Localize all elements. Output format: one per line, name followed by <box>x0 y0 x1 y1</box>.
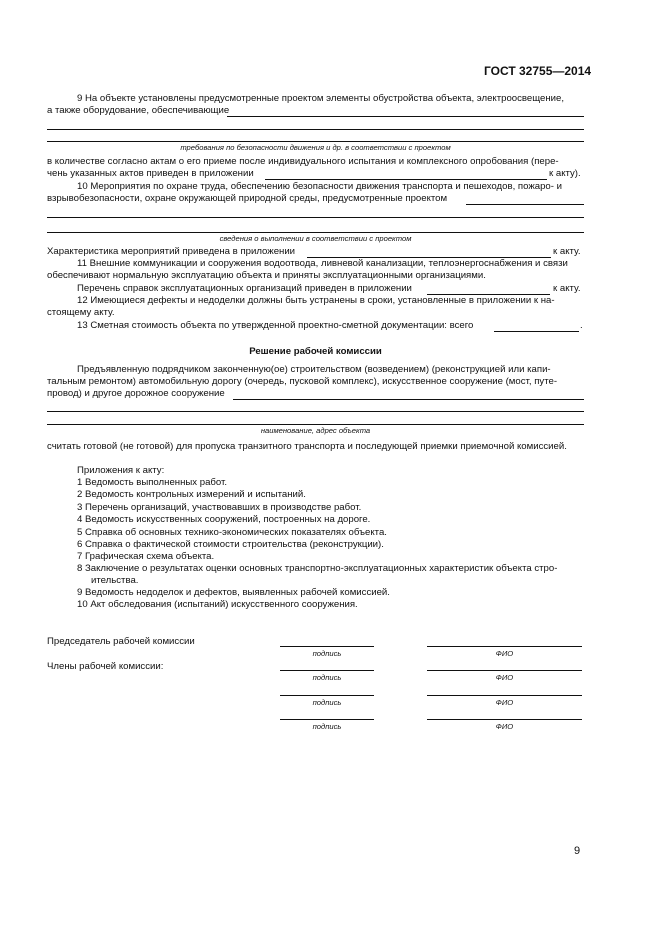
section13-total-blank <box>494 331 579 332</box>
decision-line4: считать готовой (не готовой) для пропуска транзитного транспорта и последующей приемки приемочной комиссией. <box>47 441 567 452</box>
attachment-item: 7 Графическая схема объекта. <box>77 551 215 562</box>
name-line <box>427 670 582 671</box>
attachment-item: 5 Справка об основных технико-экономических показателях объекта. <box>77 527 387 538</box>
decision-title: Решение рабочей комиссии <box>249 346 382 357</box>
attachment-item: 6 Справка о фактической стоимости строительства (реконструкции). <box>77 539 384 550</box>
section11-line2: обеспечивают нормальную эксплуатацию объекта и приняты эксплуатационными организациями. <box>47 270 486 281</box>
section10-fill-line-2 <box>47 217 584 218</box>
name-line <box>427 719 582 720</box>
section9-fill-line-3 <box>47 141 584 142</box>
attachment-item-continuation: ительства. <box>91 575 139 586</box>
signature-line <box>280 695 374 696</box>
section10-line2: взрывобезопасности, охране окружающей природной среды, предусмотренные проектом <box>47 193 448 204</box>
signature-caption: подпись <box>312 722 342 731</box>
decision-line1: Предъявленную подрядчиком законченную(ое) строительством (возведением) (реконструкцией или капи- <box>77 364 551 375</box>
chairman-label: Председатель рабочей комиссии <box>47 636 195 647</box>
page-number: 9 <box>574 845 581 857</box>
section10-caption: сведения о выполнении в соответствии с проектом <box>219 234 412 243</box>
signature-caption: подпись <box>312 698 342 707</box>
name-caption: ФИО <box>495 649 514 658</box>
attachment-item: 3 Перечень организаций, участвовавших в производстве работ. <box>77 502 362 513</box>
attachment-item: 10 Акт обследования (испытаний) искусственного сооружения. <box>77 599 358 610</box>
signature-caption: подпись <box>312 649 342 658</box>
signature-line <box>280 719 374 720</box>
section11-line1: 11 Внешние коммуникации и сооружения водоотвода, ливневой канализации, теплоэнергоснабжения и связи <box>77 258 568 269</box>
section9-line1: 9 На объекте установлены предусмотренные проектом элементы обустройства объекта, электроосвещение, <box>77 93 565 104</box>
section10-line3b: к акту. <box>553 246 581 257</box>
name-line <box>427 695 582 696</box>
section12-line2: стоящему акту. <box>47 307 115 318</box>
decision-line3: провод) и другое дорожное сооружение <box>47 388 225 399</box>
attachment-item: 1 Ведомость выполненных работ. <box>77 477 228 488</box>
section13-line1: 13 Сметная стоимость объекта по утвержденной проектно-сметной документации: всего <box>77 320 474 331</box>
section9-fill-line <box>227 116 584 117</box>
section10-line3a: Характеристика мероприятий приведена в приложении <box>47 246 296 257</box>
decision-fill-line-2 <box>47 411 584 412</box>
section10-fill-line-3 <box>47 232 584 233</box>
section11-line3b: к акту. <box>553 283 581 294</box>
signature-line <box>280 670 374 671</box>
section13-end: . <box>580 320 583 331</box>
section9-line4a: чень указанных актов приведен в приложении <box>47 168 254 179</box>
signature-line <box>280 646 374 647</box>
section9-appendix-blank <box>265 179 547 180</box>
attachment-item: 2 Ведомость контрольных измерений и испытаний. <box>77 489 306 500</box>
decision-fill-line <box>233 399 584 400</box>
attachment-item: 4 Ведомость искусственных сооружений, построенных на дороге. <box>77 514 371 525</box>
section9-line2: а также оборудование, обеспечивающие <box>47 105 230 116</box>
section9-line4b: к акту). <box>549 168 581 179</box>
section10-fill-line <box>466 204 584 205</box>
section12-line1: 12 Имеющиеся дефекты и недоделки должны быть устранены в сроки, установленные в приложении к на- <box>77 295 555 306</box>
section11-line3a: Перечень справок эксплуатационных организаций приведен в приложении <box>77 283 412 294</box>
section10-line1: 10 Мероприятия по охране труда, обеспечению безопасности движения транспорта и пешеходов, пожаро- и <box>77 181 562 192</box>
decision-fill-line-3 <box>47 424 584 425</box>
signature-caption: подпись <box>312 673 342 682</box>
attachment-item: 8 Заключение о результатах оценки основных транспортно-эксплуатационных характеристик объекта стро- <box>77 563 558 574</box>
decision-caption: наименование, адрес объекта <box>260 426 371 435</box>
section9-caption: требования по безопасности движения и др. в соответствии с проектом <box>180 143 451 152</box>
members-label: Члены рабочей комиссии: <box>47 661 164 672</box>
name-caption: ФИО <box>495 673 514 682</box>
document-code: ГОСТ 32755—2014 <box>484 64 592 78</box>
section9-fill-line-2 <box>47 129 584 130</box>
attachment-item: 9 Ведомость недоделок и дефектов, выявленных рабочей комиссией. <box>77 587 390 598</box>
name-caption: ФИО <box>495 698 514 707</box>
decision-line2: тальным ремонтом) автомобильную дорогу (очередь, пусковой комплекс), искусственное сооружение (мост, путе- <box>47 376 558 387</box>
attachments-title: Приложения к акту: <box>77 465 165 476</box>
name-caption: ФИО <box>495 722 514 731</box>
section9-line3: в количестве согласно актам о его приеме после индивидуального испытания и комплексного опробования (пере- <box>47 156 559 167</box>
name-line <box>427 646 582 647</box>
